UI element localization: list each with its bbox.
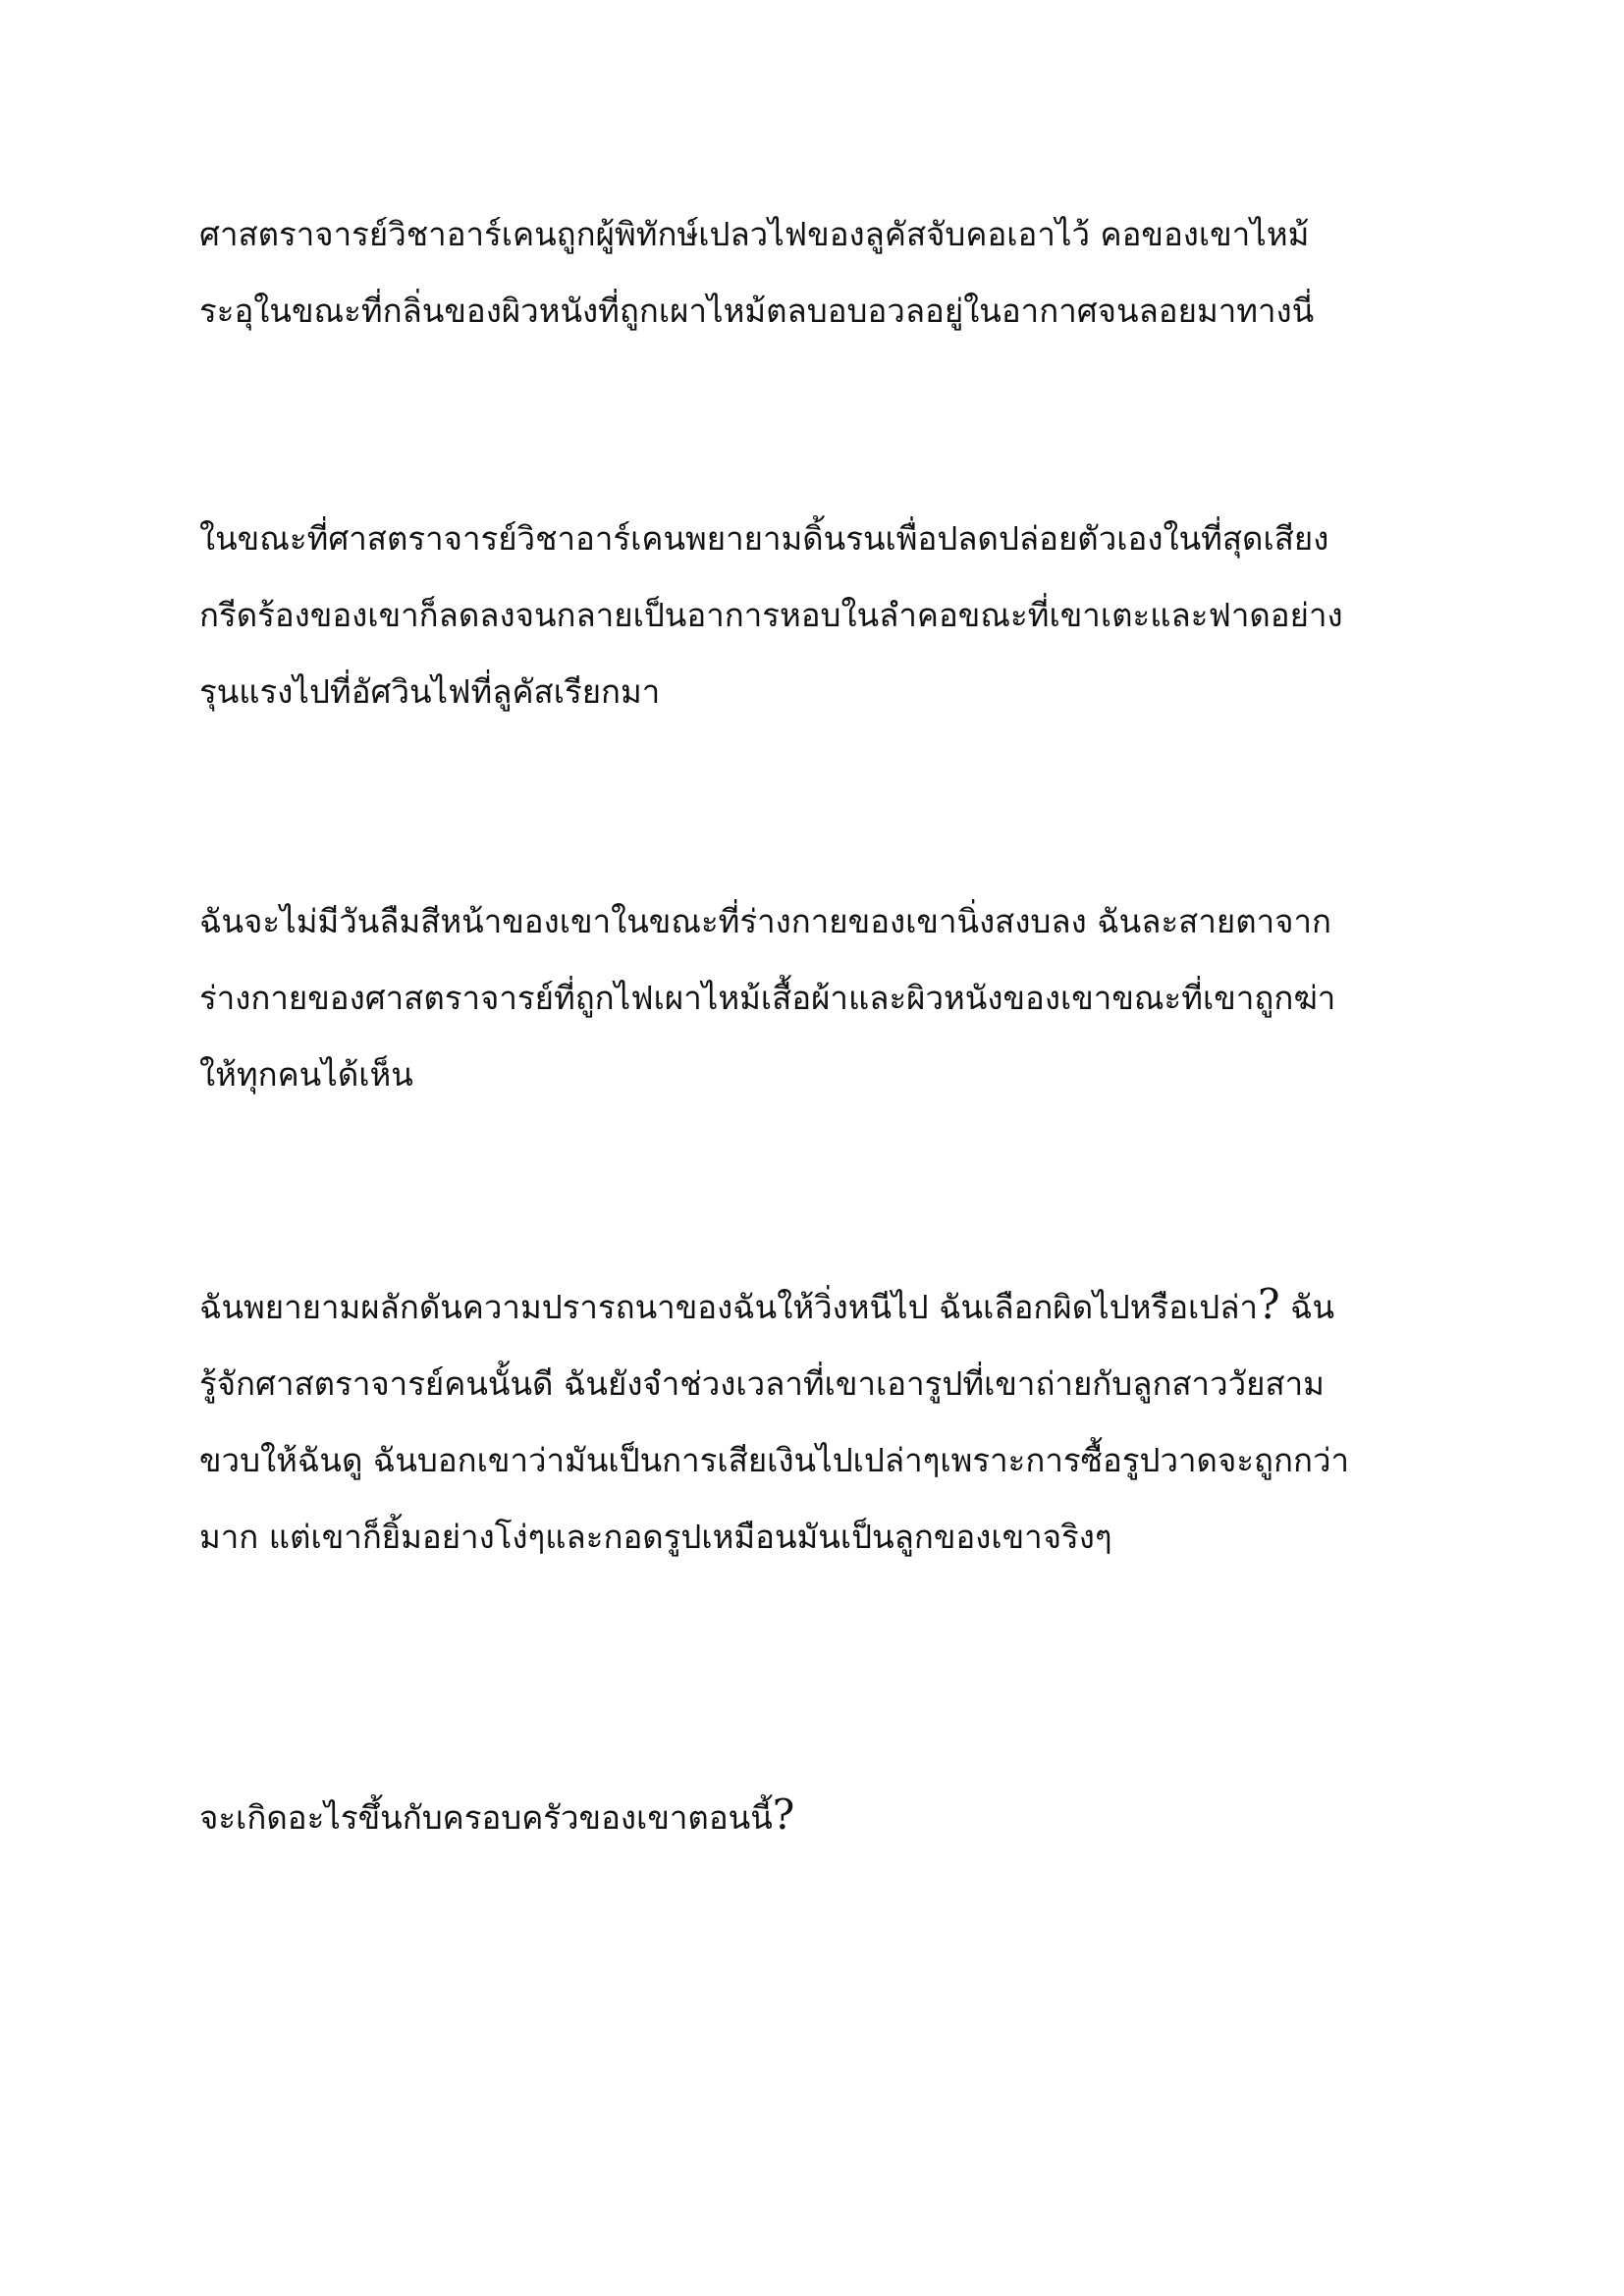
paragraph-line: ศาสตราจารย์วิชาอาร์เคนถูกผู้พิทักษ์เปลวไฟของลูคัสจับคอเอาไว้ คอของเขาไหม้	[199, 215, 1310, 253]
paragraph-line: ร่างกายของศาสตราจารย์ที่ถูกไฟเผาไหม้เสื้อผ้าและผิวหนังของเขาขณะที่เขาถูกฆ่า	[199, 979, 1336, 1017]
paragraph-2	[199, 501, 1436, 730]
paragraph-line: รุนแรงไปที่อัศวินไฟที่ลูคัสเรียกมา	[199, 672, 661, 711]
paragraph-line: มาก แต่เขาก็ยิ้มอย่างโง่ๆและกอดรูปเหมือนมันเป็นลูกของเขาจริงๆ	[199, 1518, 1112, 1556]
question-mark: ?	[1258, 1280, 1280, 1328]
paragraph-line: ฉันจะไม่มีวันลืมสีหน้าของเขาในขณะที่ร่างกายของเขานิ่งสงบลง ฉันละสายตาจาก	[199, 902, 1332, 940]
line-text: จะเกิดอะไรขึ้นกับครอบครัวของเขาตอนนี้	[199, 1798, 773, 1837]
paragraph-3	[199, 883, 1436, 1113]
paragraph-line: ขวบให้ฉันดู ฉันบอกเขาว่ามันเป็นการเสียเงินไปเปล่าๆเพราะการซื้อรูปวาดจะถูกกว่า	[199, 1441, 1350, 1479]
line-text: ฉัน	[1279, 1288, 1335, 1326]
paragraph-line: ระอุในขณะที่กลิ่นของผิวหนังที่ถูกเผาไหม้ตลบอบอวลอยู่ในอากาศจนลอยมาทางนี่	[199, 292, 1315, 330]
paragraph-line	[199, 1777, 1436, 1856]
paragraph-1	[199, 196, 1436, 349]
question-mark: ?	[772, 1790, 795, 1839]
paragraph-line: กรีดร้องของเขาก็ลดลงจนกลายเป็นอาการหอบในลำคอขณะที่เขาเตะและฟาดอย่าง	[199, 596, 1343, 634]
paragraph-5	[199, 1777, 1436, 1856]
paragraph-4	[199, 1266, 1436, 1575]
paragraph-line: ในขณะที่ศาสตราจารย์วิชาอาร์เคนพยายามดิ้นรนเพื่อปลดปล่อยตัวเองในที่สุดเสียง	[199, 519, 1329, 558]
paragraph-line: รู้จักศาสตราจารย์คนนั้นดี ฉันยังจำช่วงเวลาที่เขาเอารูปที่เขาถ่ายกับลูกสาววัยสาม	[199, 1364, 1325, 1403]
paragraph-line: ให้ทุกคนได้เห็น	[199, 1055, 413, 1094]
paragraph-line	[199, 1266, 1436, 1346]
line-text: ฉันพยายามผลักดันความปรารถนาของฉันให้วิ่งหนีไป ฉันเลือกผิดไปหรือเปล่า	[199, 1288, 1258, 1326]
